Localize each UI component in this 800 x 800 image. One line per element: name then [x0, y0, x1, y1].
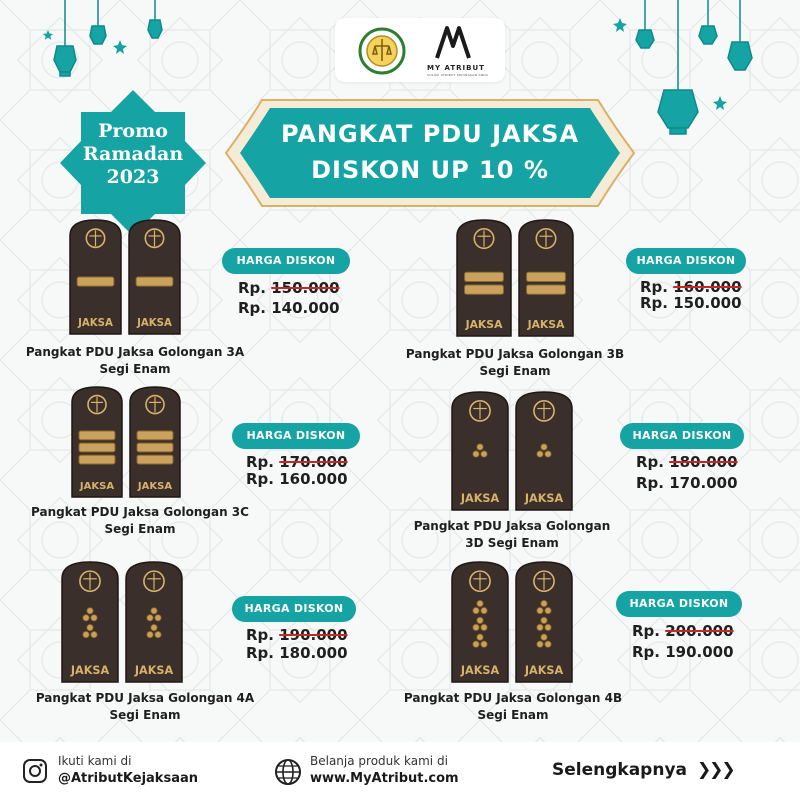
old-price: Rp. 160.000: [640, 278, 742, 296]
epaulette-label: JAKSA: [527, 318, 565, 331]
epaulette-label: JAKSA: [137, 481, 173, 492]
epaulette-board: [519, 220, 573, 336]
epaulette-label: JAKSA: [70, 664, 110, 677]
rank-bar: [527, 272, 566, 281]
epaulette-label: JAKSA: [78, 318, 113, 329]
product-caption: Pangkat PDU Jaksa Golongan 3A Segi Enam: [25, 345, 245, 376]
epaulette-image-3c: [70, 385, 182, 501]
instagram-prompt: Ikuti kami di: [58, 754, 132, 768]
rank-bar: [465, 272, 504, 281]
discount-badge: HARGA DISKON: [616, 591, 742, 617]
logo-box: [335, 18, 505, 82]
epaulette-board: [130, 387, 180, 497]
rank-bar: [465, 285, 504, 294]
epaulette-image-3a: [68, 218, 182, 338]
epaulette-image-4a: [60, 560, 184, 686]
brand-tagline: SOLUSI ATRIBUT KEDINASAN ANDA: [427, 73, 489, 77]
product-caption: Pangkat PDU Jaksa Golongan 4B Segi Enam: [403, 691, 623, 722]
old-price: Rp. 180.000: [636, 453, 738, 471]
new-price: Rp. 150.000: [640, 294, 742, 312]
new-price: Rp. 160.000: [246, 470, 348, 488]
promo-line3: 2023: [106, 166, 160, 188]
epaulette-label: JAKSA: [134, 664, 174, 677]
new-price: Rp. 190.000: [632, 643, 734, 661]
epaulette-label: JAKSA: [524, 664, 564, 677]
epaulette-board: [452, 562, 508, 682]
more-label[interactable]: Selengkapnya: [552, 760, 688, 780]
epaulette-board: [126, 562, 182, 682]
more-link[interactable]: [552, 760, 734, 780]
epaulette-image-3d: [450, 390, 574, 514]
promo-line1: Promo: [98, 120, 168, 142]
discount-badge: HARGA DISKON: [626, 248, 746, 274]
star-icon: [43, 30, 53, 40]
new-price: Rp. 180.000: [246, 644, 348, 662]
old-price: Rp. 170.000: [246, 453, 348, 471]
epaulette-label: JAKSA: [460, 664, 500, 677]
lantern-icon: [90, 26, 106, 44]
promo-line2: Ramadan: [82, 143, 184, 165]
discount-badge: HARGA DISKON: [222, 248, 350, 274]
epaulette-board: [70, 220, 121, 334]
rank-bar: [77, 277, 114, 286]
epaulette-board: [516, 562, 572, 682]
new-price: Rp. 170.000: [636, 474, 738, 492]
rank-bar: [79, 431, 115, 440]
old-price: Rp. 190.000: [246, 626, 348, 644]
discount-badge: HARGA DISKON: [232, 596, 356, 622]
old-price: Rp. 200.000: [632, 622, 734, 640]
promo-badge: [60, 90, 206, 236]
shop-prompt: Belanja produk kami di: [310, 754, 448, 768]
rank-bar: [136, 277, 173, 286]
epaulette-image-3b: [455, 218, 575, 340]
discount-badge: HARGA DISKON: [232, 423, 360, 449]
rank-bar: [79, 455, 115, 464]
globe-icon: [274, 758, 302, 786]
epaulette-label: JAKSA: [79, 481, 115, 492]
lantern-icon: [699, 26, 717, 44]
discount-badge: HARGA DISKON: [620, 423, 744, 449]
product-caption: Pangkat PDU Jaksa Golongan 3B Segi Enam: [405, 347, 625, 378]
my-atribut-logo-icon: [433, 24, 473, 62]
title-line2: DISKON UP 10 %: [311, 156, 549, 184]
rank-bar: [137, 443, 173, 452]
epaulette-board: [516, 392, 572, 510]
epaulette-label: JAKSA: [465, 318, 503, 331]
lantern-icon: [658, 90, 698, 128]
epaulette-board: [62, 562, 118, 682]
epaulette-board: [129, 220, 180, 334]
star-icon: [713, 96, 727, 110]
arrow-right-icon: ❯❯❯: [696, 760, 734, 780]
rank-bar: [527, 285, 566, 294]
lantern-icon: [54, 46, 76, 72]
brand-name: MY ATRIBUT: [427, 64, 485, 72]
star-icon: [613, 18, 627, 32]
epaulette-board: [72, 387, 122, 497]
title-line1: PANGKAT PDU JAKSA: [280, 120, 580, 148]
product-caption: Pangkat PDU Jaksa Golongan 4A Segi Enam: [35, 691, 255, 722]
star-icon: [113, 40, 127, 54]
lanterns-left: [40, 0, 180, 90]
epaulette-board: [452, 392, 508, 510]
epaulette-label: JAKSA: [460, 492, 500, 505]
old-price: Rp. 150.000: [238, 279, 340, 297]
epaulette-label: JAKSA: [524, 492, 564, 505]
lantern-icon: [728, 42, 752, 70]
kejaksaan-logo-icon: [357, 26, 407, 76]
instagram-icon[interactable]: [22, 758, 48, 784]
title-banner: [222, 96, 638, 210]
lantern-icon: [148, 20, 162, 38]
instagram-handle[interactable]: @AtributKejaksaan: [58, 771, 198, 786]
rank-bar: [137, 455, 173, 464]
shop-url-link[interactable]: www.MyAtribut.com: [310, 771, 459, 786]
epaulette-label: JAKSA: [137, 318, 172, 329]
rank-bar: [137, 431, 173, 440]
rank-bar: [79, 443, 115, 452]
lantern-icon: [636, 30, 654, 48]
new-price: Rp. 140.000: [238, 299, 340, 317]
epaulette-board: [457, 220, 511, 336]
product-caption: Pangkat PDU Jaksa Golongan 3D Segi Enam: [413, 519, 611, 550]
product-caption: Pangkat PDU Jaksa Golongan 3C Segi Enam: [31, 505, 249, 536]
epaulette-image-4b: [450, 560, 574, 686]
